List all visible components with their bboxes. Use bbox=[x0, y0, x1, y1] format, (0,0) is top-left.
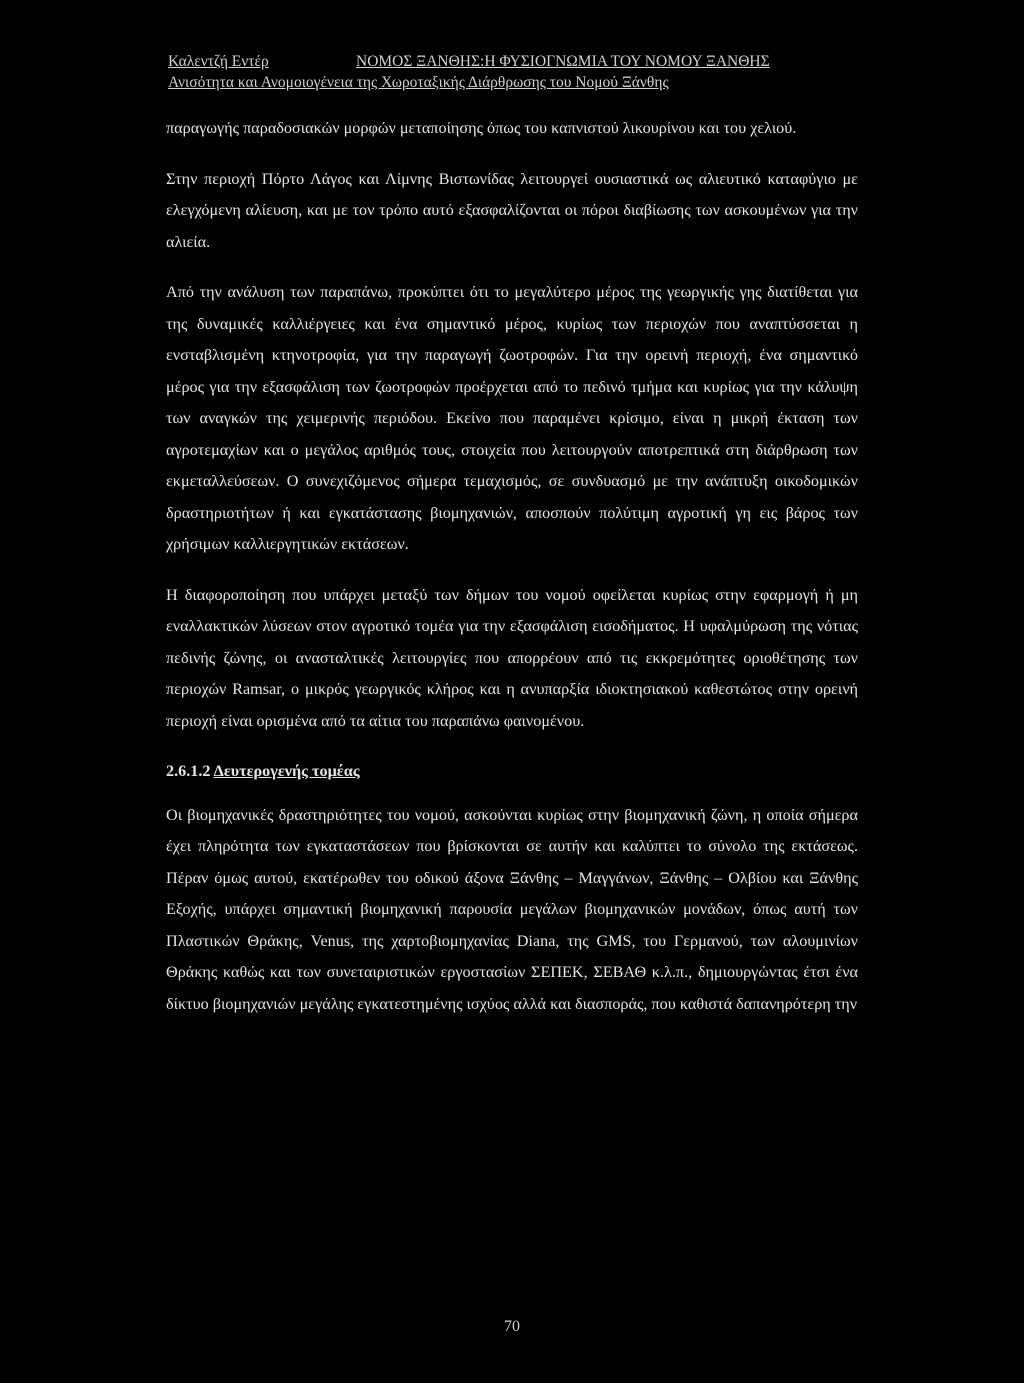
paragraph-continuation: παραγωγής παραδοσιακών μορφών μεταποίησης όπως του καπνιστού λικουρίνου και του χελιού. bbox=[166, 119, 797, 137]
header-subtitle: Ανισότητα και Ανομοιογένεια της Χωροταξικής Διάρθρωσης του Νομού Ξάνθης bbox=[168, 74, 669, 91]
section-number: 2.6.1.2 bbox=[166, 762, 211, 780]
paragraph-municipal-differences: Η διαφοροποίηση που υπάρχει μεταξύ των δήμων του νομού οφείλεται κυρίως στην εφαρμογή ή μη εναλλακτικών λύσεων στον αγροτικό τομέα για την εξασφάλιση εισοδήματος. Η υφαλμύρωση της νότιας πεδινής ζώνης, οι ανασταλτικές λειτουργίες που απορρέουν από τις εκκρεμότητες οριοθέτησης των περιοχών Ramsar, ο μικρός γεωργικός κλήρος και η ανυπαρξία ιδιοκτησιακού καθεστώτος στην ορεινή περιοχή είναι ορισμένα από τα αίτια του παραπάνω φαινομένου. bbox=[166, 585, 858, 730]
header-line bbox=[168, 51, 858, 72]
paragraph-porto-lagos: Στην περιοχή Πόρτο Λάγος και Λίμνης Βιστωνίδας λειτουργεί ουσιαστικά ως αλιευτικό καταφύγιο με ελεγχόμενη αλίευση, και με τον τρόπο αυτό εξασφαλίζονται οι πόροι διαβίωσης των ασκουμένων για την αλιεία. bbox=[166, 169, 858, 251]
section-heading bbox=[166, 756, 858, 788]
page-header bbox=[168, 51, 858, 93]
header-author: Καλεντζή Εντέρ bbox=[168, 53, 269, 70]
header-title: ΝΟΜΟΣ ΞΑΝΘΗΣ:Η ΦΥΣΙΟΓΝΩΜΙΑ ΤΟΥ ΝΟΜΟΥ ΞΑΝΘΗΣ bbox=[356, 53, 770, 70]
page-number: 70 bbox=[504, 1318, 520, 1335]
paragraph-secondary-sector: Οι βιομηχανικές δραστηριότητες του νομού, ασκούνται κυρίως στην βιομηχανική ζώνη, η οποία σήμερα έχει πληρότητα των εγκαταστάσεων που βρίσκονται σε αυτήν και καλύπτει το σύνολο της εκτάσεως. Πέραν όμως αυτού, εκατέρωθεν του οδικού άξονα Ξάνθης – Μαγγάνων, Ξάνθης – Ολβίου και Ξάνθης Εξοχής, υπάρχει σημαντική βιομηχανική παρουσία μεγάλων βιομηχανικών μονάδων, όπως αυτή των Πλαστικών Θράκης, Venus, της χαρτοβιομηχανίας Diana, της GMS, του Γερμανού, των αλουμινίων Θράκης καθώς και των συνεταιριστικών εργοστασίων ΣΕΠΕΚ, ΣΕΒΑΘ κ.λ.π., δημιουργώντας έτσι ένα δίκτυο βιομηχανιών μεγάλης εγκατεστημένης ισχύος αλλά και διασποράς, που καθιστά δαπανηρότερη την bbox=[166, 805, 858, 1013]
document-body bbox=[166, 113, 858, 1039]
paragraph-agricultural-land: Από την ανάλυση των παραπάνω, προκύπτει ότι το μεγαλύτερο μέρος της γεωργικής γης διατίθεται για της δυναμικές καλλιέργειες και ένα σημαντικό μέρος, κυρίως των περιοχών που αναπτύσσεται η ενσταβλισμένη κτηνοτροφία, για την παραγωγή ζωοτροφών. Για την ορεινή περιοχή, ένα σημαντικό μέρος για την εξασφάλιση των ζωοτροφών προέρχεται από το πεδινό τμήμα και κυρίως για την κάλυψη των αναγκών της χειμερινής περιόδου. Εκείνο που παραμένει κρίσιμο, είναι η μικρή έκταση των αγροτεμαχίων και ο μεγάλος αριθμός τους, στοιχεία που λειτουργούν αποτρεπτικά στη διάρθρωση των εκμεταλλεύσεων. Ο συνεχιζόμενος σήμερα τεμαχισμός, σε συνδυασμό με την ανάπτυξη οικοδομικών δραστηριοτήτων ή και εγκατάστασης βιομηχανιών, αποσπούν πολύτιμη αγροτική γη εις βάρος των χρήσιμων καλλιεργητικών εκτάσεων. bbox=[166, 283, 858, 553]
section-title: Δευτερογενής τομέας bbox=[213, 762, 360, 780]
